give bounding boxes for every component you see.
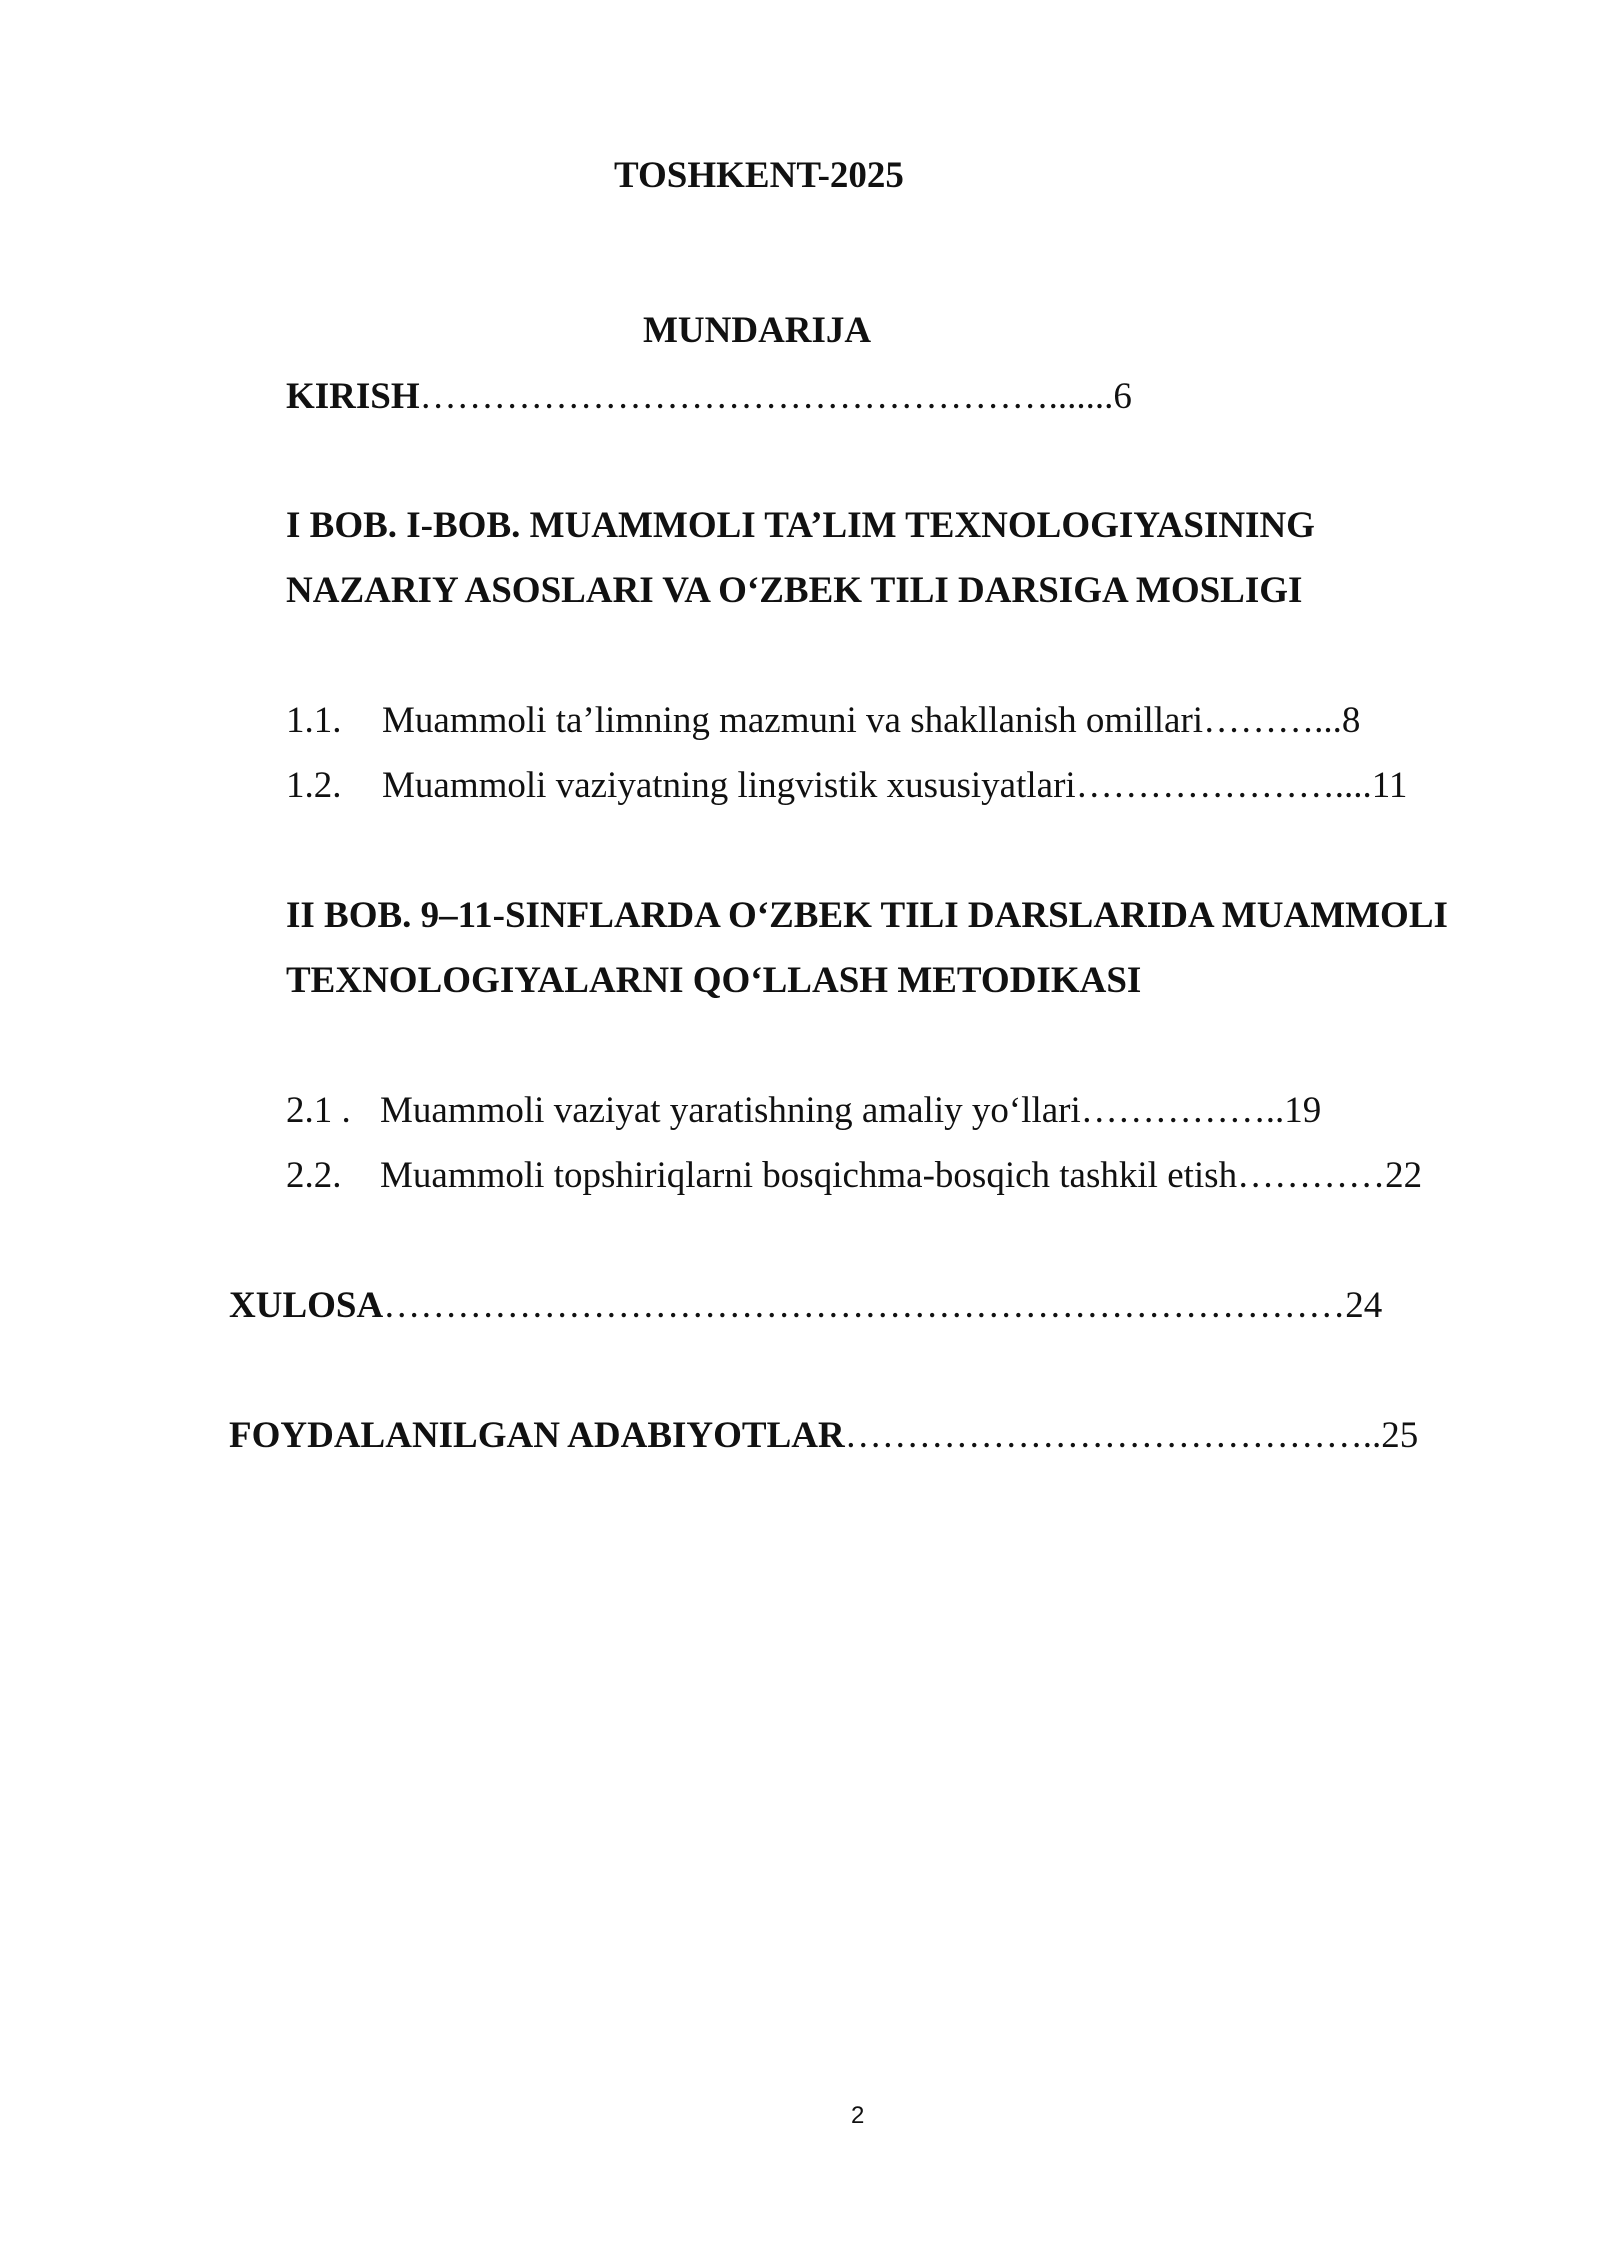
chapter1-title-line2: NAZARIY ASOSLARI VA O‘ZBEK TILI DARSIGA MOSLIGI (286, 570, 1303, 611)
toc-page-number: 6 (1113, 376, 1132, 417)
toc-entry-references (229, 1414, 1418, 1458)
toc-entry-label: Muammoli vaziyat yaratishning amaliy yo‘llari (380, 1090, 1081, 1131)
toc-entry-1-2 (286, 764, 1407, 808)
toc-title: MUNDARIJA (643, 310, 872, 351)
toc-entry-conclusion (229, 1284, 1382, 1328)
toc-page-number: 11 (1371, 765, 1408, 806)
toc-entry-label: KIRISH (286, 376, 420, 417)
toc-leader: …………………………………………………………………… (383, 1285, 1346, 1326)
toc-leader: ………… (1237, 1155, 1386, 1196)
toc-section-number: 1.2. (286, 765, 342, 806)
toc-page-number: 19 (1284, 1090, 1322, 1131)
toc-section-number: 2.2. (286, 1155, 342, 1196)
toc-section-number: 1.1. (286, 700, 342, 741)
toc-entry-label: Muammoli ta’limning mazmuni va shakllanish omillari (382, 700, 1204, 741)
toc-page-number: 24 (1345, 1285, 1383, 1326)
chapter2-title-line1: II BOB. 9–11-SINFLARDA O‘ZBEK TILI DARSLARIDA MUAMMOLI (286, 895, 1448, 936)
page-number: 2 (851, 2102, 865, 2129)
toc-page-number: 25 (1381, 1415, 1419, 1456)
toc-section-number: 2.1 . (286, 1090, 351, 1131)
toc-entry-1-1 (286, 699, 1360, 743)
chapter2-title-line2: TEXNOLOGIYALARNI QO‘LLASH METODIKASI (286, 960, 1142, 1001)
toc-leader: ………………….... (1075, 765, 1372, 806)
toc-leader: …………………………………….. (844, 1415, 1382, 1456)
toc-entry-intro (286, 375, 1132, 419)
chapter1-title-line1: I BOB. I-BOB. MUAMMOLI TA’LIM TEXNOLOGIYASINING (286, 505, 1315, 546)
toc-entry-label: FOYDALANILGAN ADABIYOTLAR (229, 1415, 845, 1456)
toc-leader: ………... (1203, 700, 1342, 741)
toc-leader: ……………………………………………....... (419, 376, 1114, 417)
toc-entry-2-2 (286, 1154, 1422, 1198)
toc-page-number: 22 (1385, 1155, 1423, 1196)
toc-leader: …………….. (1080, 1090, 1285, 1131)
toc-entry-label: XULOSA (229, 1285, 384, 1326)
toc-entry-label: Muammoli topshiriqlarni bosqichma-bosqich tashkil etish (380, 1155, 1238, 1196)
toc-entry-2-1 (286, 1089, 1321, 1133)
city-year: TOSHKENT-2025 (614, 155, 904, 196)
toc-page-number: 8 (1341, 700, 1361, 741)
toc-entry-label: Muammoli vaziyatning lingvistik xususiyatlari (382, 765, 1076, 806)
